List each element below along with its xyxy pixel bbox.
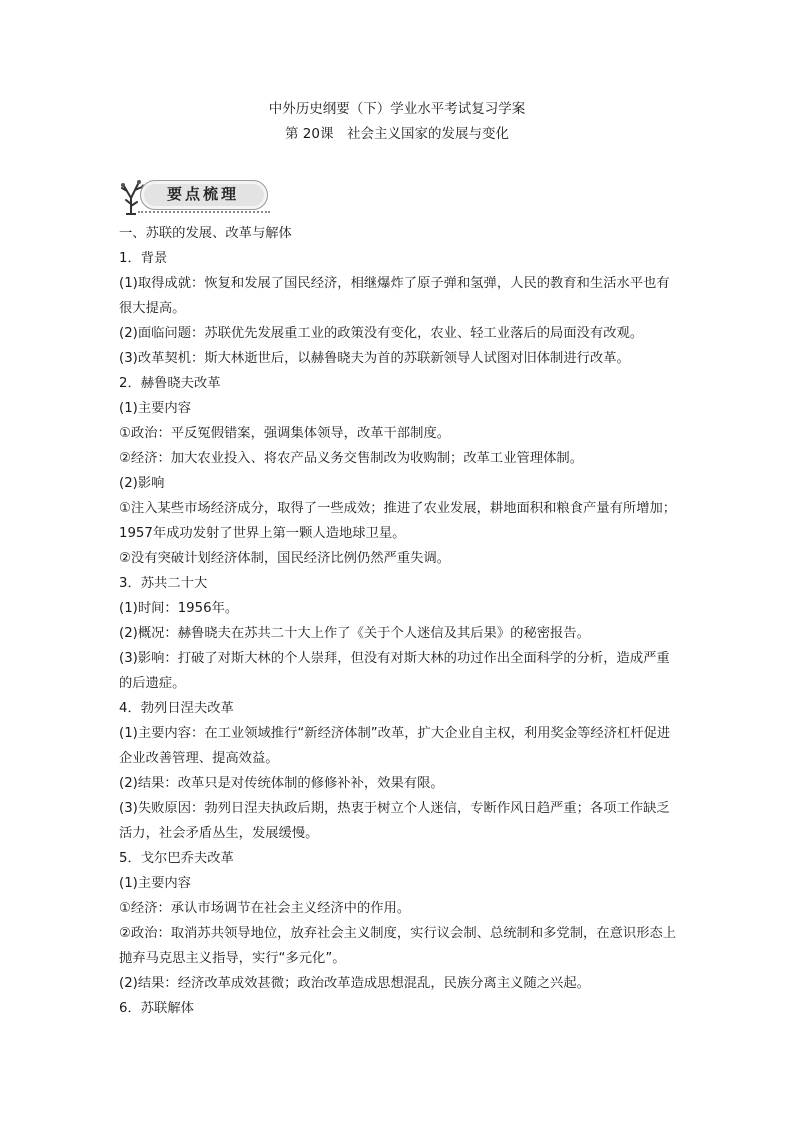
- heading-gorbachev-reform: 5．戈尔巴乔夫改革: [119, 851, 234, 866]
- content-body: [119, 221, 679, 1021]
- paragraph: (3)影响：打破了对斯大林的个人崇拜，但没有对斯大林的功过作出全面科学的分析，造成严重的后遗症。: [119, 651, 670, 691]
- paragraph: (2)结果：改革只是对传统体制的修修补补，效果有限。: [119, 776, 444, 791]
- heading-khrushchev-reform: 2．赫鲁晓夫改革: [119, 376, 221, 391]
- paragraph: ②政治：取消苏共领导地位，放弃社会主义制度，实行议会制、总统制和多党制，在意识形态上抛弃马克思主义指导，实行“多元化”。: [119, 926, 677, 966]
- paragraph: (1)主要内容：在工业领域推行“新经济体制”改革，扩大企业自主权，利用奖金等经济杠杆促进企业改善管理、提高效益。: [119, 726, 671, 766]
- paragraph: (3)失败原因：勃列日涅夫执政后期，热衷于树立个人迷信，专断作风日趋严重；各项工作缺乏活力，社会矛盾丛生，发展缓慢。: [119, 801, 670, 841]
- heading-section-1: 一、苏联的发展、改革与解体: [119, 226, 292, 241]
- paragraph: (1)主要内容: [119, 876, 192, 891]
- paragraph: ①政治：平反冤假错案，强调集体领导，改革干部制度。: [119, 426, 451, 441]
- heading-brezhnev-reform: 4．勃列日涅夫改革: [119, 701, 234, 716]
- paragraph: ②没有突破计划经济体制，国民经济比例仍然严重失调。: [119, 551, 451, 566]
- paragraph: ①注入某些市场经济成分，取得了一些成效；推进了农业发展，耕地面积和粮食产量有所增加；1957年成功发射了世界上第一颗人造地球卫星。: [119, 501, 677, 541]
- document-title: 中外历史纲要（下）学业水平考试复习学案: [268, 101, 526, 117]
- paragraph: (2)影响: [119, 476, 165, 491]
- heading-20th-congress: 3．苏共二十大: [119, 576, 208, 591]
- lesson-title: 第 20课 社会主义国家的发展与变化: [285, 126, 509, 142]
- paragraph: (1)取得成就：恢复和发展了国民经济，相继爆炸了原子弹和氢弹，人民的教育和生活水平也有很大提高。: [119, 276, 670, 316]
- section-badge: [118, 176, 274, 216]
- heading-soviet-dissolution: 6．苏联解体: [119, 1001, 194, 1016]
- paragraph: (1)时间：1956年。: [119, 601, 239, 616]
- paragraph: (2)结果：经济改革成效甚微；政治改革造成思想混乱，民族分离主义随之兴起。: [119, 976, 590, 991]
- paragraph: (2)概况：赫鲁晓夫在苏共二十大上作了《关于个人迷信及其后果》的秘密报告。: [119, 626, 590, 641]
- badge-underline: [138, 211, 270, 213]
- paragraph: (1)主要内容: [119, 401, 192, 416]
- paragraph: (2)面临问题：苏联优先发展重工业的政策没有变化，农业、轻工业落后的局面没有改观。: [119, 326, 644, 341]
- paragraph: ①经济：承认市场调节在社会主义经济中的作用。: [119, 901, 411, 916]
- paragraph: (3)改革契机：斯大林逝世后，以赫鲁晓夫为首的苏联新领导人试图对旧体制进行改革。: [119, 351, 630, 366]
- heading-background: 1．背景: [119, 251, 168, 266]
- badge-label: 要点梳理: [166, 185, 239, 203]
- paragraph: ②经济：加大农业投入、将农产品义务交售制改为收购制；改革工业管理体制。: [119, 451, 584, 466]
